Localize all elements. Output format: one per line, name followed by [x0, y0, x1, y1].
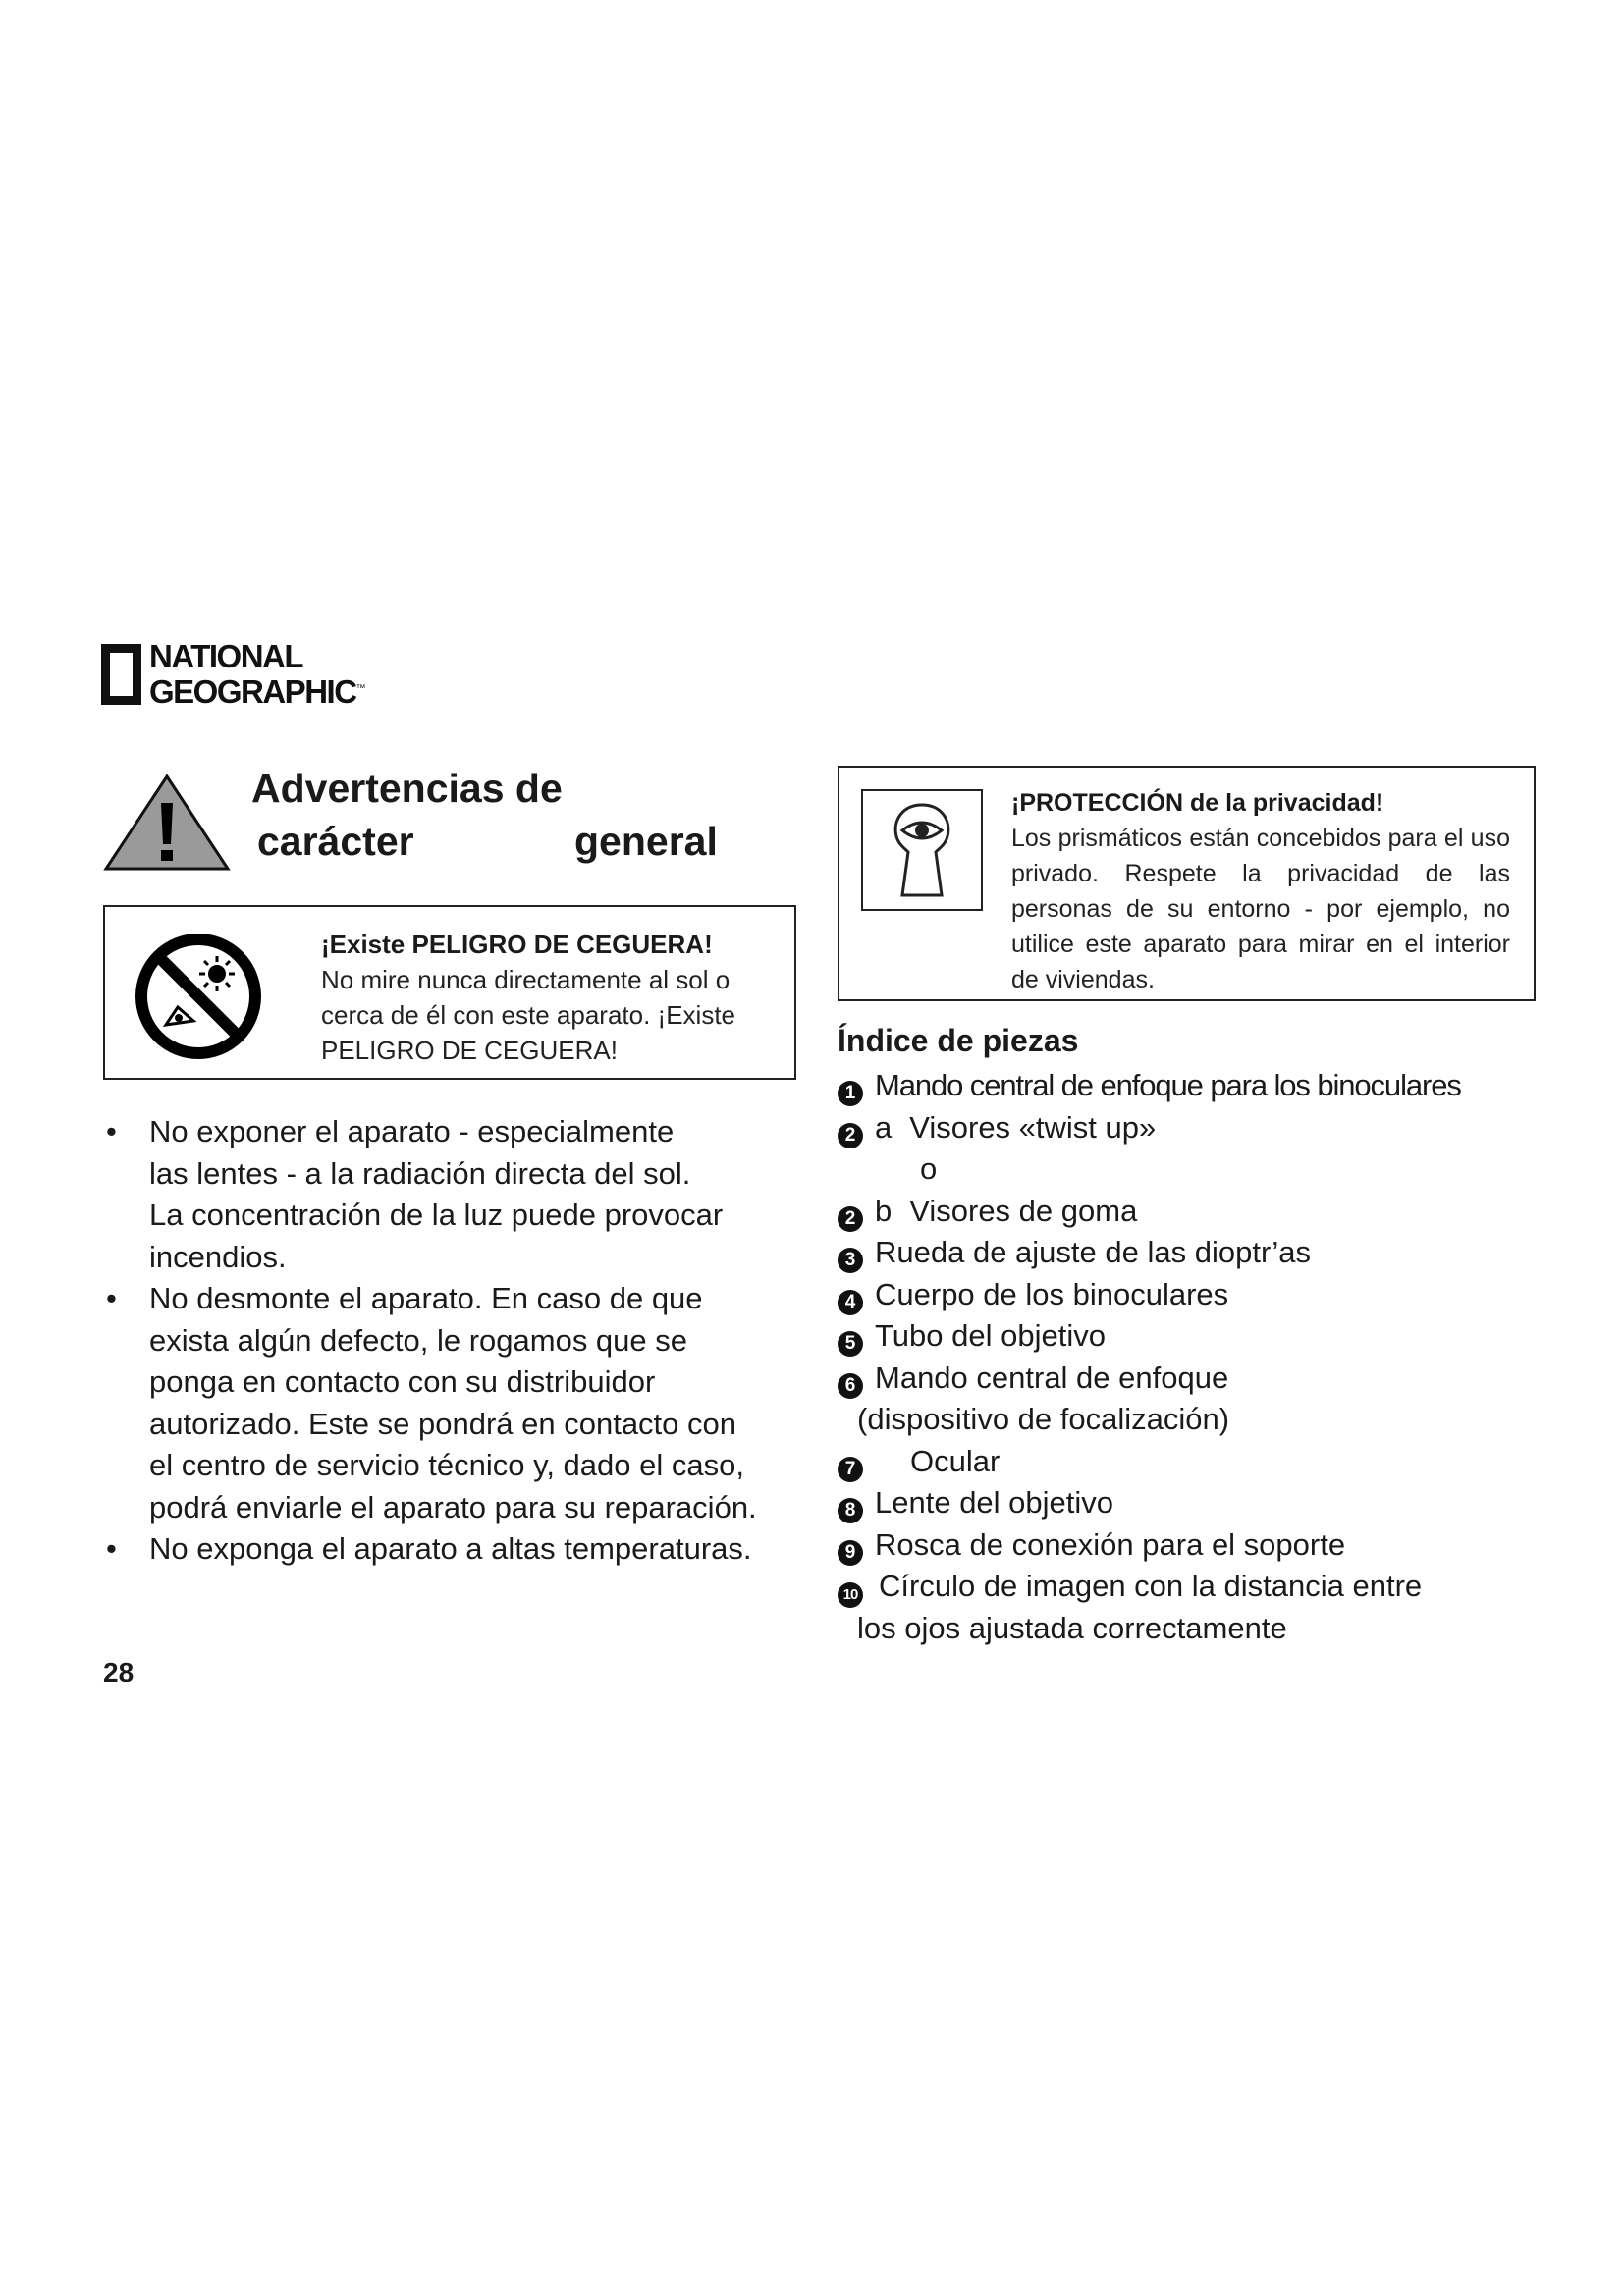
privacy-notice-body: Los prismáticos están concebidos para el uso privado. Respete la privacidad de las personas de su entorno - por ejemplo, no utilice este aparato para mirar en el interior de viviendas.: [1011, 825, 1510, 993]
part-label-continuation: (dispositivo de focalización): [857, 1402, 1230, 1436]
part-label: Ocular: [910, 1443, 1001, 1478]
parts-index-list: [838, 1065, 1544, 1649]
logo-wordmark: [149, 640, 366, 708]
warning-bullet-item: [106, 1278, 793, 1528]
logo-line-2-text: GEOGRAPHIC: [149, 673, 356, 710]
blindness-warning-line: cerca de él con este aparato. ¡Existe: [321, 1000, 736, 1030]
warning-bullet-item: [106, 1111, 793, 1278]
part-or-separator: o: [920, 1151, 938, 1186]
part-number-badge: 8: [838, 1498, 863, 1523]
logo-line-1: NATIONAL: [149, 638, 303, 674]
logo-frame-icon: [101, 644, 141, 705]
part-number-badge: 9: [838, 1540, 863, 1566]
part-label: Mando central de enfoque para los binoculares: [875, 1068, 1461, 1102]
blindness-warning-body: [321, 962, 783, 1068]
part-item: [838, 1358, 1544, 1400]
bullet-line: No exponga el aparato a altas temperaturas.: [149, 1531, 752, 1566]
part-item: [838, 1524, 1544, 1567]
part-item: [838, 1065, 1544, 1107]
blindness-warning-line: PELIGRO DE CEGUERA!: [321, 1036, 618, 1065]
blindness-warning-title: ¡Existe PELIGRO DE CEGUERA!: [321, 930, 713, 959]
bullet-line: el centro de servicio técnico y, dado el caso,: [149, 1448, 744, 1482]
warning-bullet-item: [106, 1528, 793, 1571]
bullet-line: exista algún defecto, le rogamos que se: [149, 1322, 688, 1358]
bullet-line: incendios.: [149, 1239, 287, 1274]
privacy-notice-title: ¡PROTECCIÓN de la privacidad!: [1011, 789, 1384, 817]
privacy-icon-frame: [861, 789, 983, 911]
part-label: Rueda de ajuste de las dioptr’as: [875, 1235, 1312, 1269]
logo-line-2: [149, 672, 366, 708]
part-label: Mando central de enfoque: [875, 1360, 1229, 1395]
logo-trademark: ™: [355, 683, 366, 694]
bullet-line: No desmonte el aparato. En caso de que: [149, 1281, 703, 1315]
part-label-continuation: los ojos ajustada correctamente: [857, 1610, 1287, 1645]
bullet-line: autorizado. Este se pondrá en contacto con: [149, 1406, 737, 1441]
privacy-notice-box: [838, 766, 1536, 1001]
warnings-title-line-2b: general: [574, 819, 718, 864]
bullet-line: las lentes - a la radiación directa del sol.: [149, 1155, 691, 1191]
no-look-at-sun-icon: [133, 931, 264, 1062]
part-label: Lente del objetivo: [875, 1485, 1114, 1520]
part-item: [838, 1441, 1544, 1483]
warning-triangle-icon: [103, 774, 231, 872]
parts-index-title: Índice de piezas: [838, 1023, 1079, 1058]
part-item: [838, 1232, 1544, 1274]
national-geographic-logo: [101, 640, 366, 708]
part-number-badge: 2: [838, 1123, 863, 1148]
part-label: Visores «twist up»: [909, 1109, 1157, 1145]
part-suffix: a: [875, 1109, 893, 1145]
part-number-badge: 10: [838, 1582, 863, 1608]
warnings-title-line-1: Advertencias de: [251, 766, 563, 811]
keyhole-eye-icon: [863, 791, 981, 909]
part-item: [838, 1482, 1544, 1524]
blindness-warning-text: [321, 927, 783, 1068]
part-label: Rosca de conexión para el soporte: [875, 1526, 1346, 1562]
part-number-badge: 7: [838, 1457, 863, 1482]
part-item: [838, 1191, 1544, 1233]
part-label: Cuerpo de los binoculares: [875, 1276, 1229, 1311]
part-label: Tubo del objetivo: [875, 1318, 1106, 1353]
bullet-line: podrá enviarle el aparato para su reparación.: [149, 1489, 757, 1524]
bullet-dot: •: [106, 1114, 117, 1148]
part-item: [838, 1274, 1544, 1316]
bullet-line: No exponer el aparato - especialmente: [149, 1114, 675, 1148]
page-number: 28: [103, 1657, 135, 1687]
blindness-warning-line: No mire nunca directamente al sol o: [321, 965, 731, 994]
part-number-badge: 4: [838, 1290, 863, 1315]
part-item: [838, 1315, 1544, 1358]
part-label: Visores de goma: [909, 1193, 1138, 1228]
part-number-badge: 2: [838, 1206, 863, 1232]
bullet-line: ponga en contacto con su distribuidor: [149, 1364, 656, 1399]
part-number-badge: 1: [838, 1081, 863, 1106]
part-label: Círculo de imagen con la distancia entre: [879, 1569, 1423, 1603]
bullet-dot: •: [106, 1531, 117, 1566]
privacy-notice-text: [1011, 785, 1510, 997]
part-suffix: b: [875, 1193, 893, 1228]
bullet-dot: •: [106, 1281, 117, 1315]
warnings-title-line-2a: carácter: [257, 819, 414, 864]
part-item: [838, 1107, 1544, 1149]
part-item: [838, 1566, 1544, 1608]
part-number-badge: 3: [838, 1248, 863, 1273]
bullet-line: La concentración de la luz puede provocar: [149, 1198, 724, 1232]
part-number-badge: 6: [838, 1373, 863, 1399]
blindness-warning-box: [103, 905, 796, 1080]
part-number-badge: 5: [838, 1331, 863, 1357]
general-warnings-list: [106, 1111, 793, 1571]
